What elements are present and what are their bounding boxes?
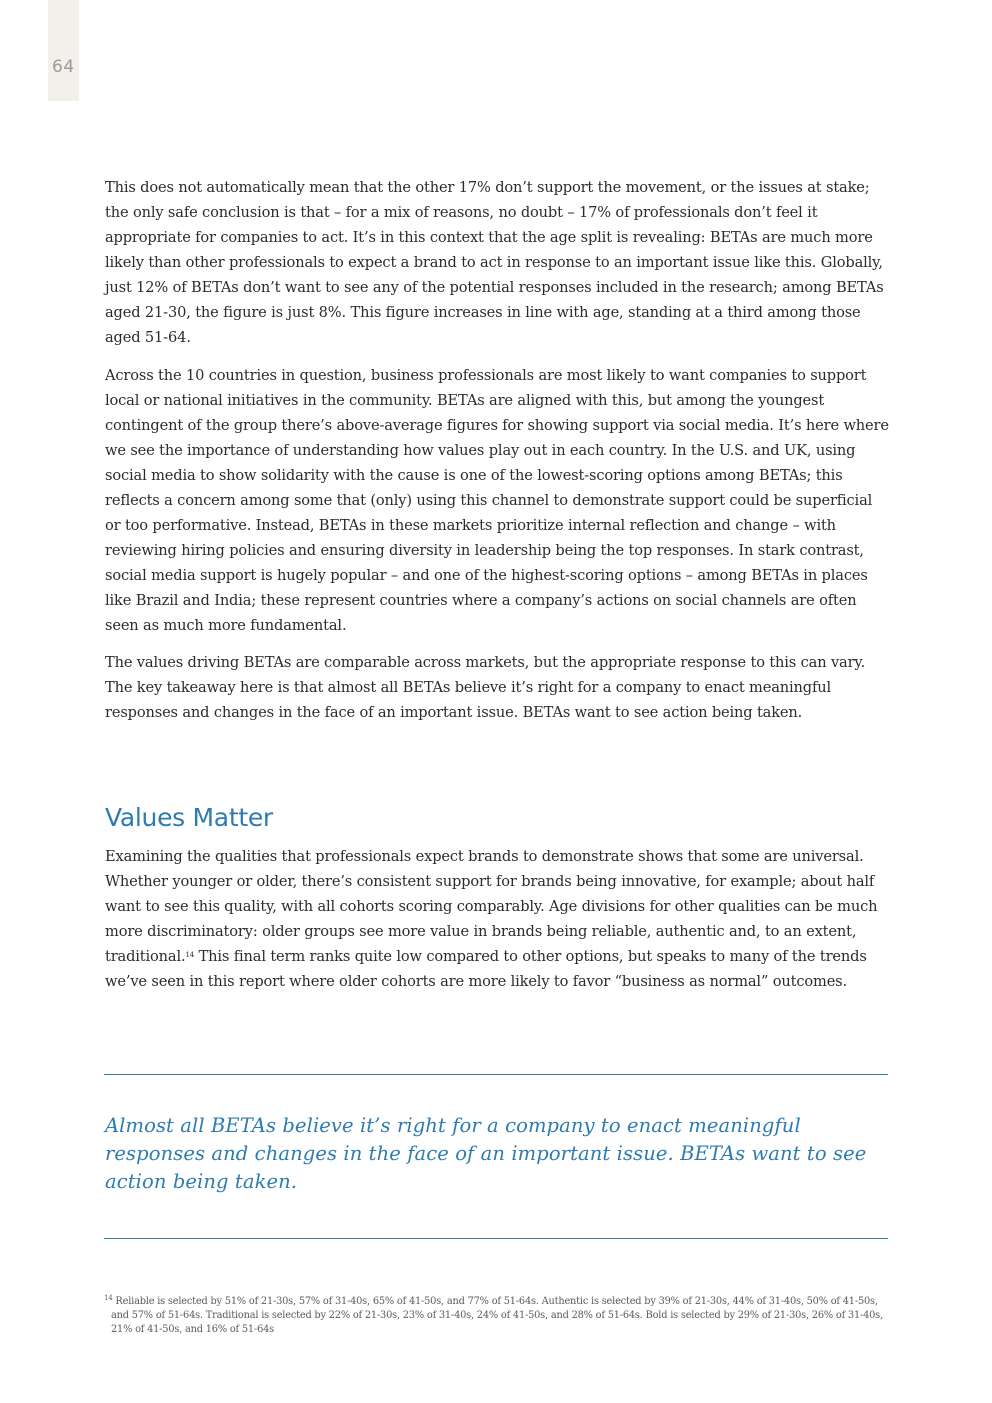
footnote: [104, 1295, 895, 1337]
section-paragraph: [105, 844, 890, 994]
body-paragraph-1: This does not automatically mean that the other 17% don’t support the movement, or the issues at stake; the only safe conclusion is that – for a mix of reasons, no doubt – 17% of professionals don’t feel it appropriate for companies to act. It’s in this context that the age split is revealing: BETAs are much more likely than other professionals to expect a brand to act in response to an important issue like this. Globally, just 12% of BETAs don’t want to see any of the potential responses included in the research; among BETAs aged 21-30, the figure is just 8%. This figure increases in line with age, standing at a third among those aged 51-64.: [105, 179, 884, 346]
footnote-text: Reliable is selected by 51% of 21-30s, 57% of 31-40s, 65% of 41-50s, and 77% of 51-64s. Authentic is selected by 39% of 21-30s, 44% of 31-40s, 50% of 41-50s, and 57% of 51-64s. Traditional is selected by 22% of 21-30s, 23% of 31-40s, 24% of 41-50s, and 28% of 51-64s. Bold is selected by 29% of 21-30s, 26% of 31-40s, 21% of 41-50s, and 16% of 51-64s: [111, 1296, 883, 1335]
section-text-before-note: Examining the qualities that professionals expect brands to demonstrate shows that some are universal. Whether younger or older, there’s consistent support for brands being innovative, for example; about half want to see this quality, with all cohorts scoring comparably. Age divisions for other qualities can be much more discriminatory: older groups see more value in brands being reliable, authentic and, to an extent, traditional.: [105, 848, 878, 965]
section-text-after-note: This final term ranks quite low compared to other options, but speaks to many of the trends we’ve seen in this report where older cohorts are more likely to favor “business as normal” outcomes.: [105, 948, 867, 990]
footnote-reference[interactable]: 14: [185, 951, 195, 959]
pull-quote: Almost all BETAs believe it’s right for a company to enact meaningful responses and changes in the face of an important issue. BETAs want to see action being taken.: [105, 1114, 867, 1193]
page-number-tab: [48, 0, 79, 101]
section-heading: Values Matter: [105, 803, 273, 832]
body-paragraph-3: The values driving BETAs are comparable across markets, but the appropriate response to this can vary. The key takeaway here is that almost all BETAs believe it’s right for a company to enact meaningful responses and changes in the face of an important issue. BETAs want to see action being taken.: [105, 654, 866, 721]
footnote-marker: 14: [104, 1294, 113, 1302]
quote-bottom-rule: [104, 1238, 888, 1239]
page-number: 64: [52, 57, 75, 77]
quote-top-rule: [104, 1074, 888, 1075]
body-paragraph-2: Across the 10 countries in question, business professionals are most likely to want companies to support local or national initiatives in the community. BETAs are aligned with this, but among the youngest contingent of the group there’s above-average figures for showing support via social media. It’s here where we see the importance of understanding how values play out in each country. In the U.S. and UK, using social media to show solidarity with the cause is one of the lowest-scoring options among BETAs; this reflects a concern among some that (only) using this channel to demonstrate support could be superficial or too performative. Instead, BETAs in these markets prioritize internal reflection and change – with reviewing hiring policies and ensuring diversity in leadership being the top responses. In stark contrast, social media support is hugely popular – and one of the highest-scoring options – among BETAs in places like Brazil and India; these represent countries where a company’s actions on social channels are often seen as much more fundamental.: [105, 367, 889, 634]
